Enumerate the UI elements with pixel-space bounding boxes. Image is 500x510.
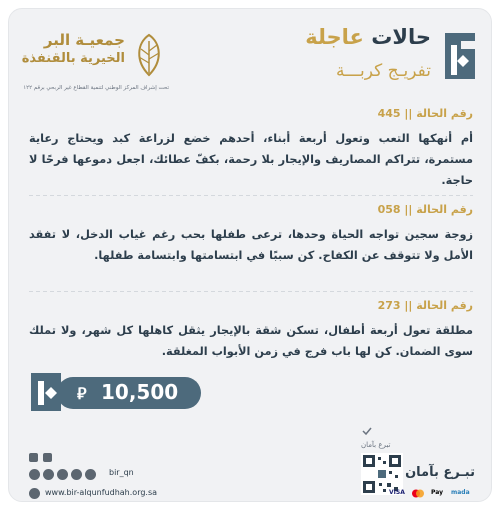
logo-tagline: تحت إشراف المركز الوطني لتنمية القطاع غير الربحي برقم ١٢٢ [23,85,169,91]
brand-emblem-icon [441,31,479,81]
case-number: رقم الحالة || 273 [377,299,473,312]
case-description: مطلقة تعول أربعة أطفال، تسكن شقة بالإيجار يثقل كاهلها كل شهر، ولا تملك سوى الضمان. كن لها باب فرج في زمن الأبواب المغلقة. [29,324,473,358]
charity-logo [19,31,169,101]
checkmark-icon [361,425,373,437]
globe-icon [29,488,40,499]
page-title: حالات عاجلة [305,25,431,49]
mastercard-icon [411,489,425,500]
apple-pay-icon: Pay [431,489,444,496]
website-link[interactable]: www.bir-alqunfudhah.org.sa [45,488,158,497]
case-card [8,8,492,502]
divider [29,195,473,196]
donation-amount-button[interactable] [29,371,201,413]
case-item-273 [29,299,473,362]
payment-methods [389,489,475,501]
case-number: رقم الحالة || 445 [377,107,473,120]
tiktok-icon[interactable] [85,469,96,480]
case-description: أم أنهكها التعب وتعول أربعة أبناء، أحدهم خضع لزراعة كبد ويحتاج رعاية مستمرة، تتراكم المصاريف والإيجار بلا رحمة، بكفّ عطائك، اجعل دموعها فرحًا لا حاجة. [29,132,473,187]
header [9,9,492,109]
instagram-icon[interactable] [43,469,54,480]
twitter-icon[interactable] [71,469,82,480]
brand-emblem-icon [29,371,65,413]
logo-name-line2: الخيرية بالقنفذة [21,51,125,66]
riyal-symbol-icon: ⃁ [77,384,87,403]
price-pill [57,377,201,409]
case-number: رقم الحالة || 058 [377,203,473,216]
donate-securely-label: تبـرع بآمان [405,465,475,480]
qr-caption: تبرع بآمان [361,441,391,449]
leaf-logo-icon [129,31,169,79]
social-handle[interactable]: bir_qn [109,468,134,477]
snapchat-icon[interactable] [29,469,40,480]
link-icon[interactable] [43,453,52,462]
case-description: زوجة سجين تواجه الحياة وحدها، ترعى طفلها بحب رغم غياب الدخل، لا تفقد الأمل ولا تتوقف عن الكفاح. كن سببًا في ابتسامتها وابتسامة طفلها. [29,228,473,262]
case-item-445 [29,107,473,191]
logo-name-line1: جمعيـة البر [43,31,125,49]
page-subtitle: تفريـج كربـــة [335,61,431,81]
case-item-058 [29,203,473,266]
price-value: 10,500 [101,380,179,404]
visa-icon: VISA [389,489,405,496]
whatsapp-icon[interactable] [57,469,68,480]
divider [29,291,473,292]
phone-icon[interactable] [29,453,38,462]
mada-icon: mada [451,489,470,496]
